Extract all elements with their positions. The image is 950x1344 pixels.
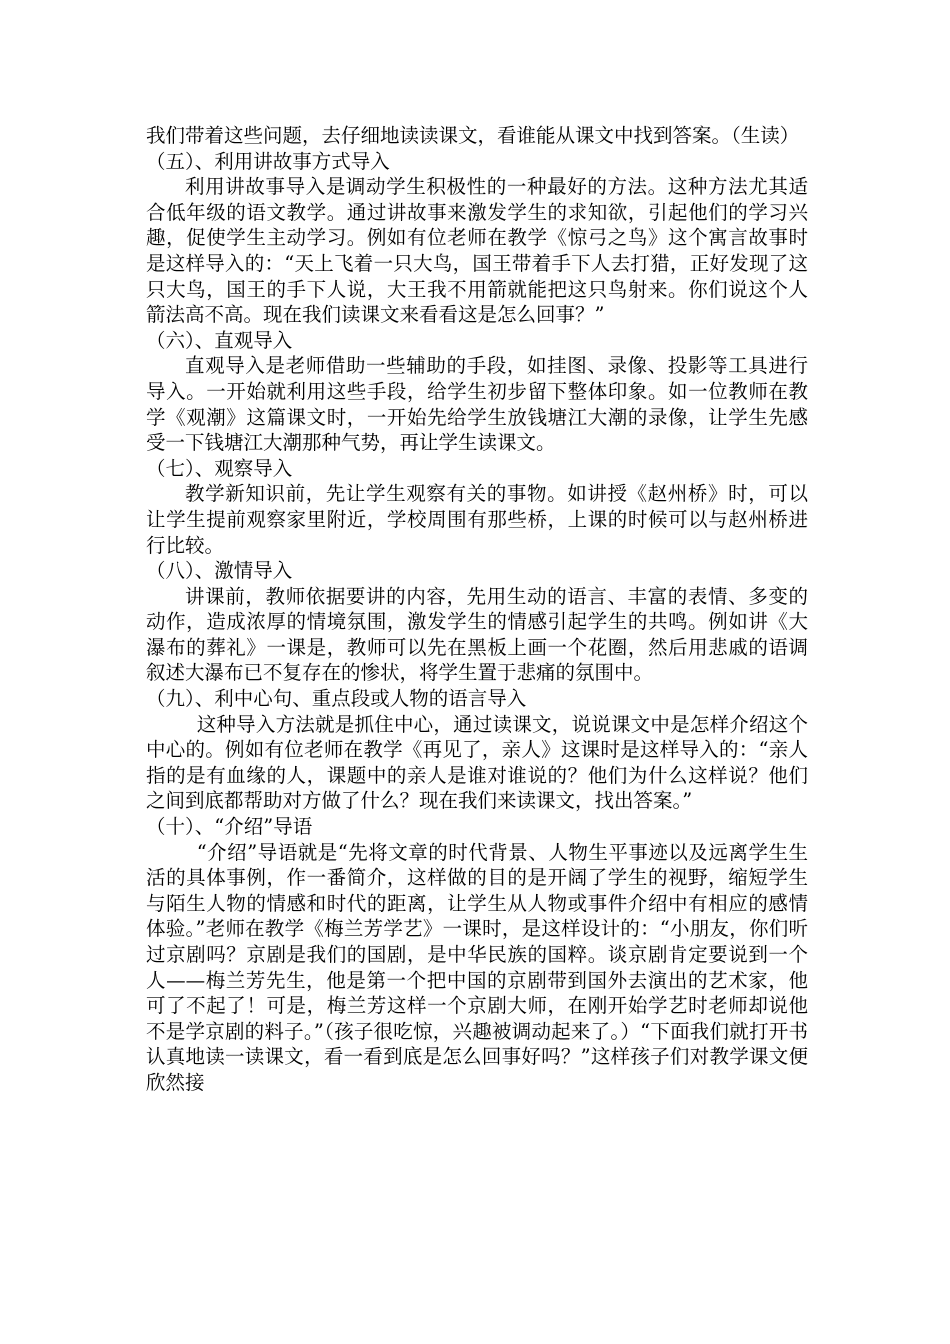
paragraph-continuation: 我们带着这些问题，去仔细地读读课文，看谁能从课文中找到答案。（生读）: [146, 124, 800, 147]
section-heading-9: （九）、利中心句、重点段或人物的语言导入: [146, 687, 527, 711]
section-heading-10: （十）、“介绍”导语: [146, 815, 313, 839]
paragraph-introduction: “介绍”导语就是“先将文章的时代背景、人物生平事迹以及远离学生生活的具体事例，作一番简介，这样做的目的是开阔了学生的视野，缩短学生与陌生人物的情感和时代的距离，让学生从人物或事件介绍中有相应的感情体验。”老师在教学《梅兰芳学艺》一课时，是这样设计的：“小朋友，你们听过京剧吗？京剧是我们的国剧，是中华民族的国粹。谈京剧肯定要说到一个人——梅兰芳先生，他是第一个把中国的京剧带到国外去演出的艺术家，他可了不起了！可是，梅兰芳这样一个京剧大师，在刚开始学艺时老师却说他不是学京剧的料子。”（孩子很吃惊，兴趣被调动起来了。）“下面我们就打开书认真地读一读课文，看一看到底是怎么回事好吗？”这样孩子们对教学课文便欣然接: [146, 840, 808, 1094]
paragraph-passion: 讲课前，教师依据要讲的内容，先用生动的语言、丰富的表情、多变的动作，造成浓厚的情境氛围，激发学生的情感引起学生的共鸣。例如讲《大瀑布的葬礼》一课是，教师可以先在黑板上画一个花圈，然后用悲戚的语调叙述大瀑布已不复存在的惨状，将学生置于悲痛的氛围中。: [146, 584, 808, 685]
paragraph-visual: 直观导入是老师借助一些辅助的手段，如挂图、录像、投影等工具进行导入。一开始就利用这些手段，给学生初步留下整体印象。如一位教师在教学《观潮》这篇课文时，一开始先给学生放钱塘江大潮的录像，让学生先感受一下钱塘江大潮那种气势，再让学生读课文。: [146, 354, 808, 455]
document-page: [146, 123, 808, 1096]
paragraph-storytelling: 利用讲故事导入是调动学生积极性的一种最好的方法。这种方法尤其适合低年级的语文教学。通过讲故事来激发学生的求知欲，引起他们的学习兴趣，促使学生主动学习。例如有位老师在教学《惊弓之鸟》这个寓言故事时是这样导入的：“天上飞着一只大鸟，国王带着手下人去打猎，正好发现了这只大鸟，国王的手下人说，大王我不用箭就能把这只鸟射来。你们说这个人箭法高不高。现在我们读课文来看看这是怎么回事？”: [146, 175, 808, 327]
paragraph-central-sentence: 这种导入方法就是抓住中心，通过读课文，说说课文中是怎样介绍这个中心的。例如有位老师在教学《再见了，亲人》这课时是这样导入的：“亲人指的是有血缘的人，课题中的亲人是谁对谁说的？他们为什么这样说？他们之间到底都帮助对方做了什么？现在我们来读课文，找出答案。”: [146, 712, 808, 813]
paragraph-observation: 教学新知识前，先让学生观察有关的事物。如讲授《赵州桥》时，可以让学生提前观察家里附近，学校周围有那些桥，上课的时候可以与赵州桥进行比较。: [146, 482, 808, 557]
section-heading-7: （七）、观察导入: [146, 456, 293, 480]
section-heading-8: （八）、激情导入: [146, 559, 293, 583]
section-heading-5: （五）、利用讲故事方式导入: [146, 149, 390, 173]
section-heading-6: （六）、直观导入: [146, 328, 293, 352]
